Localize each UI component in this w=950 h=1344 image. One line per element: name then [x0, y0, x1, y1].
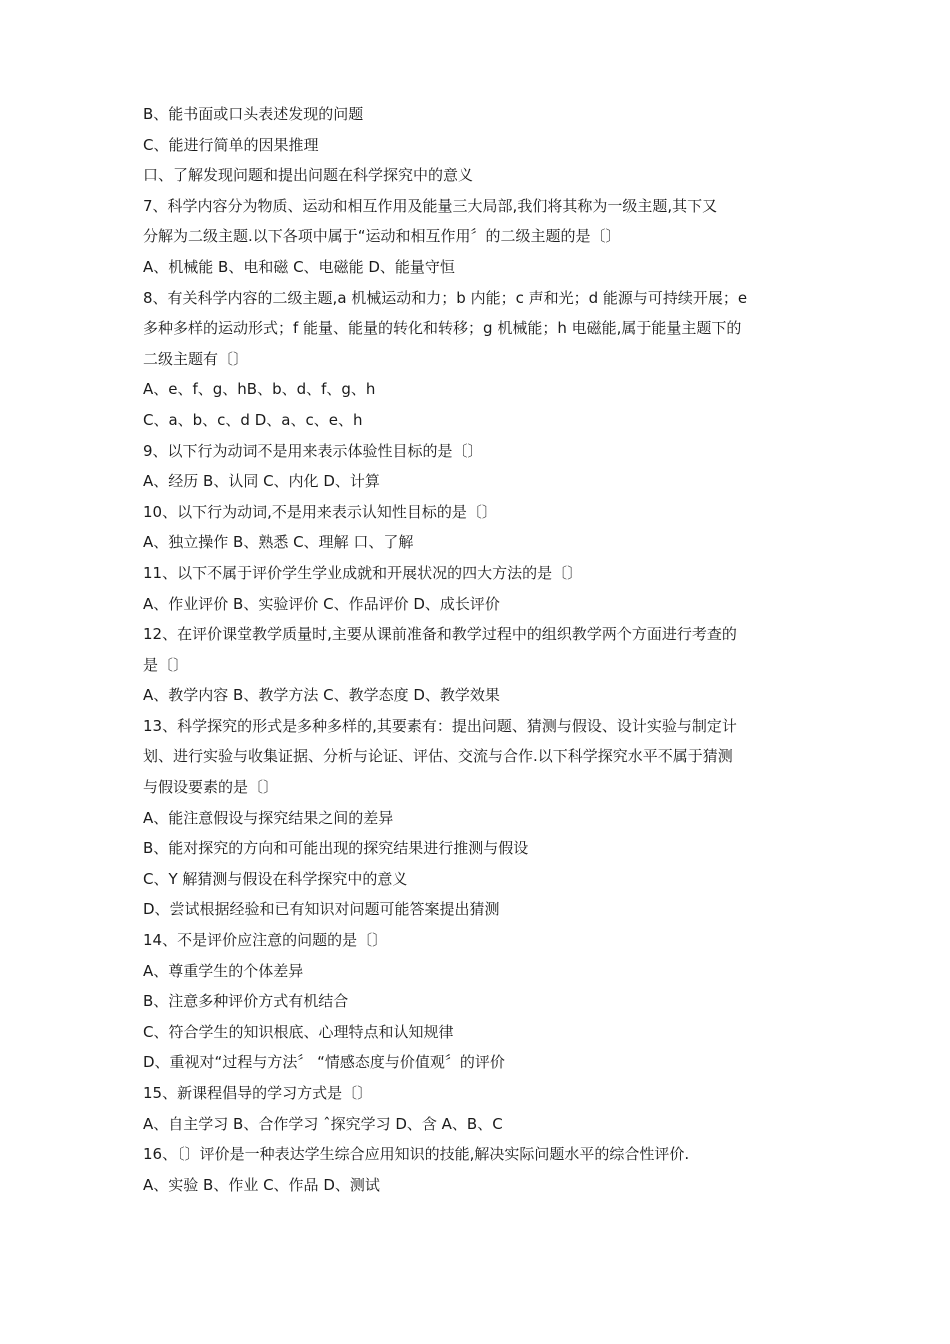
text-line: 15、新课程倡导的学习方式是〔〕: [143, 1084, 373, 1102]
text-line: 二级主题有〔〕: [143, 349, 249, 368]
text-line: B、能书面或口头表述发现的问题: [143, 105, 364, 123]
text-line: C、Y 解猜测与假设在科学探究中的意义: [143, 869, 408, 888]
text-line: A、教学内容 B、教学方法 C、教学态度 D、教学效果: [143, 686, 500, 705]
text-line: 分解为二级主题.以下各项中属于“运动和相互作用〞的二级主题的是〔〕: [143, 227, 621, 246]
text-line: A、独立操作 B、熟悉 C、理解 口、了解: [143, 533, 414, 552]
text-line: A、作业评价 B、实验评价 C、作品评价 D、成长评价: [143, 594, 500, 613]
text-line: C、能进行简单的因果推理: [143, 135, 319, 154]
text-line: C、符合学生的知识根底、心理特点和认知规律: [143, 1022, 454, 1041]
text-line: A、自主学习 B、合作学习 ˆ探究学习 D、含 A、B、C: [143, 1114, 503, 1133]
text-line: A、尊重学生的个体差异: [143, 961, 304, 980]
text-line: 与假设要素的是〔〕: [143, 778, 279, 797]
text-line: 口、了解发现问题和提出问题在科学探究中的意义: [143, 166, 474, 185]
text-line: 多种多样的运动形式；f 能量、能量的转化和转移；g 机械能；h 电磁能,属于能量主题下的: [143, 319, 742, 338]
text-line: B、注意多种评价方式有机结合: [143, 992, 349, 1011]
text-line: 划、进行实验与收集证据、分析与论证、评估、交流与合作.以下科学探究水平不属于猜测: [143, 747, 733, 766]
text-line: 是〔〕: [143, 655, 189, 674]
text-line: 13、科学探究的形式是多种多样的,其要素有：提出问题、猜测与假设、设计实验与制定计: [143, 716, 737, 735]
text-line: 14、不是评价应注意的问题的是〔〕: [143, 931, 388, 950]
text-line: D、重视对“过程与方法〞 “情感态度与价值观〞的评价: [143, 1053, 505, 1072]
text-line: 16、〔〕评价是一种表达学生综合应用知识的技能,解决实际问题水平的综合性评价.: [143, 1145, 690, 1164]
document-body: [143, 99, 823, 1200]
text-line: 12、在评价课堂教学质量时,主要从课前准备和教学过程中的组织教学两个方面进行考查的: [143, 625, 737, 644]
text-line: A、实验 B、作业 C、作品 D、测试: [143, 1175, 380, 1194]
text-line: 9、以下行为动词不是用来表示体验性目标的是〔〕: [143, 441, 483, 460]
text-line: C、a、b、c、d D、a、c、e、h: [143, 410, 363, 429]
text-line: 10、以下行为动词,不是用来表示认知性目标的是〔〕: [143, 502, 497, 521]
text-line: 8、有关科学内容的二级主题,a 机械运动和力；b 内能；c 声和光；d 能源与可持续开展；e: [143, 288, 748, 307]
text-line: B、能对探究的方向和可能出现的探究结果进行推测与假设: [143, 839, 529, 858]
text-line: 7、科学内容分为物质、运动和相互作用及能量三大局部,我们将其称为一级主题,其下又: [143, 196, 718, 215]
text-line: A、经历 B、认同 C、内化 D、计算: [143, 472, 380, 491]
text-line: 11、以下不属于评价学生学业成就和开展状况的四大方法的是〔〕: [143, 563, 583, 582]
text-line: A、机械能 B、电和磁 C、电磁能 D、能量守恒: [143, 257, 455, 276]
text-line: A、e、f、g、hB、b、d、f、g、h: [143, 380, 376, 399]
text-line: A、能注意假设与探究结果之间的差异: [143, 808, 394, 827]
text-line: D、尝试根据经验和已有知识对问题可能答案提出猜测: [143, 900, 500, 919]
